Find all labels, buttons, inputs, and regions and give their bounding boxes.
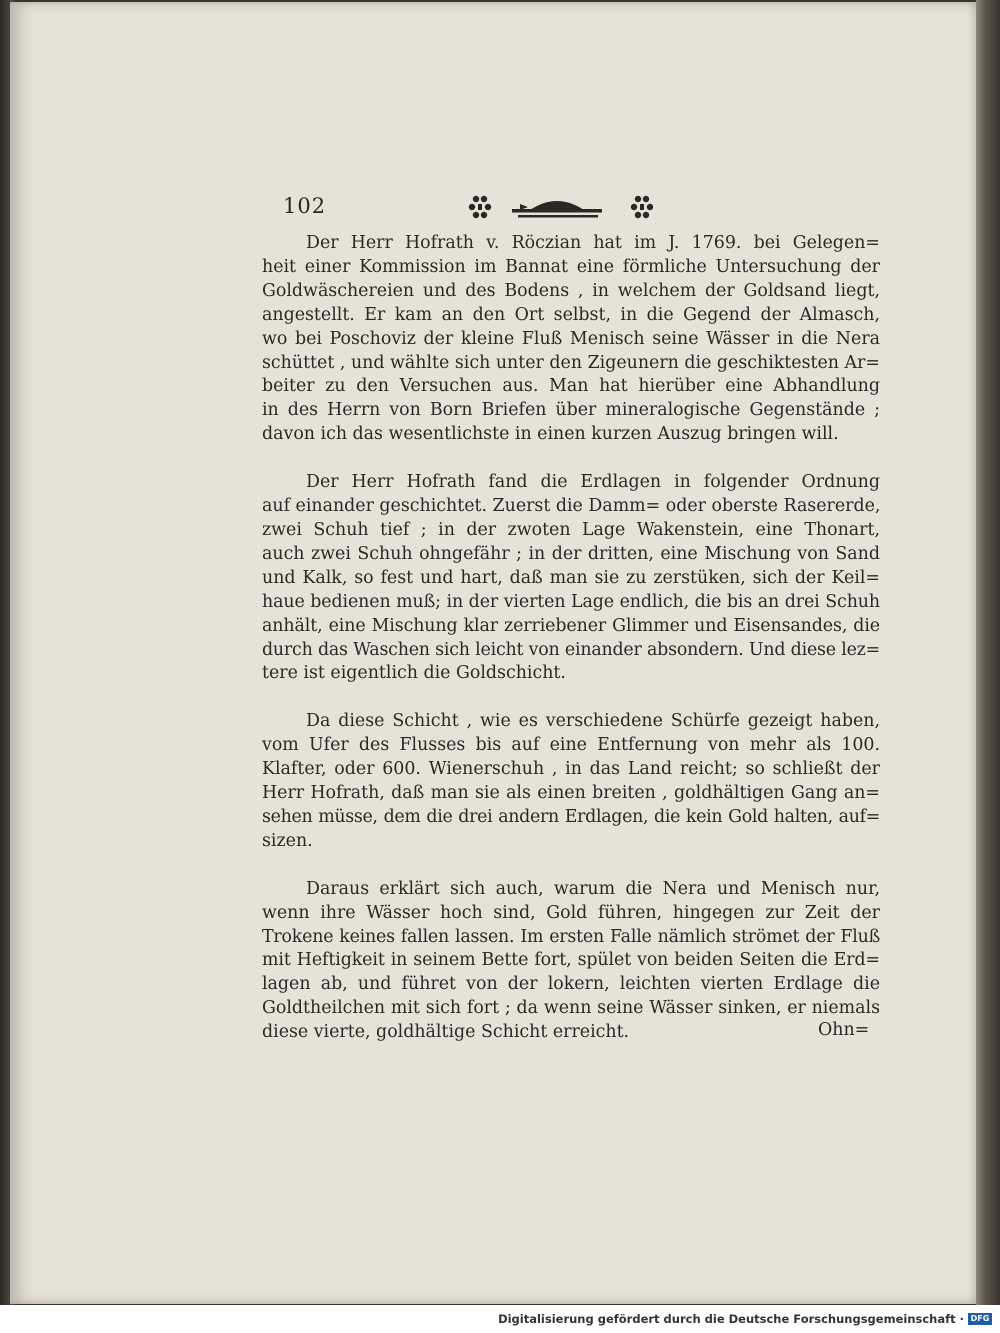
text-line: Goldtheilchen mit sich fort ; da wenn seine Wässer sinken, er niemals (262, 998, 880, 1019)
text-line: schüttet , und wählte sich unter den Zigeunern die geschiktesten Ar= (262, 352, 880, 373)
printers-ornament-icon (462, 190, 662, 224)
text-line: haue bedienen muß; in der vierten Lage endlich, die bis an drei Schuh (262, 591, 880, 612)
text-line: Der Herr Hofrath v. Röczian hat im J. 1769. bei Gelegen= (306, 233, 880, 253)
text-line: angestellt. Er kam an den Ort selbst, in die Gegend der Almasch, (262, 304, 880, 325)
paragraph-4 (262, 878, 880, 1045)
text-line: Herr Hofrath, daß man sie als einen breiten , goldhältigen Gang an= (262, 783, 880, 804)
dfg-logo-icon: DFG (968, 1313, 992, 1325)
text-line: wo bei Poschoviz der kleine Fluß Menisch seine Wässer in die Nera (262, 328, 880, 349)
paragraph-1 (262, 232, 880, 447)
text-line: lagen ab, und führet von der lokern, leichten vierten Erdlage die (262, 974, 880, 995)
text-line: Trokene keines fallen lassen. Im ersten Falle nämlich strömet der Fluß (262, 926, 880, 947)
main-text (262, 232, 880, 1045)
text-line: Der Herr Hofrath fand die Erdlagen in folgender Ordnung (306, 472, 880, 493)
text-line: durch das Waschen sich leicht von einander absondern. Und diese lez= (262, 639, 880, 660)
text-line: auch zwei Schuh ohngefähr ; in der dritten, eine Mischung von Sand (262, 543, 880, 564)
paragraph-2 (262, 471, 880, 686)
text-line: diese vierte, goldhältige Schicht erreicht. (262, 1022, 630, 1043)
text-line: davon ich das wesentlichste in einen kurzen Auszug bringen will. (262, 424, 839, 445)
text-line: in des Herrn von Born Briefen über mineralogische Gegenstände ; (262, 400, 880, 421)
text-line: tere ist eigentlich die Goldschicht. (262, 663, 566, 684)
text-line: vom Ufer des Flusses bis auf eine Entfernung von mehr als 100. (262, 735, 880, 756)
text-line: zwei Schuh tief ; in der zwoten Lage Wakenstein, eine Thonart, (262, 519, 880, 540)
text-line: Daraus erklärt sich auch, warum die Nera und Menisch nur, (306, 878, 880, 899)
page-header (0, 190, 1000, 230)
text-line: mit Heftigkeit in seinem Bette fort, spület von beiden Seiten die Erd= (262, 950, 880, 971)
text-line: heit einer Kommission im Bannat eine förmliche Untersuchung der (262, 256, 880, 277)
text-line: sizen. (262, 830, 313, 851)
text-line: sehen müsse, dem die drei andern Erdlagen, die kein Gold halten, auf= (262, 806, 880, 827)
page-number: 102 (283, 194, 327, 218)
text-line: auf einander geschichtet. Zuerst die Damm= oder oberste Rasererde, (262, 496, 881, 517)
text-line: Da diese Schicht , wie es verschiedene Schürfe gezeigt haben, (306, 711, 880, 732)
text-line: und Kalk, so fest und hart, daß man sie zu zerstüken, sich der Keil= (262, 567, 880, 588)
text-line: beiter zu den Versuchen aus. Man hat hierüber eine Abhandlung (262, 376, 880, 397)
catchword: Ohn= (818, 1020, 870, 1040)
digitization-footer (0, 1305, 1000, 1333)
paragraph-3 (262, 710, 880, 853)
footer-credit: Digitalisierung gefördert durch die Deutsche Forschungsgemeinschaft · (498, 1312, 964, 1326)
text-line: Klafter, oder 600. Wienerschuh , in das Land reicht; so schließt der (262, 759, 880, 780)
text-line: Goldwäschereien und des Bodens , in welchem der Goldsand liegt, (262, 280, 880, 301)
text-line: wenn ihre Wässer hoch sind, Gold führen, hingegen zur Zeit der (262, 902, 880, 923)
text-line: anhält, eine Mischung klar zerriebener Glimmer und Eisensandes, die (262, 615, 880, 636)
